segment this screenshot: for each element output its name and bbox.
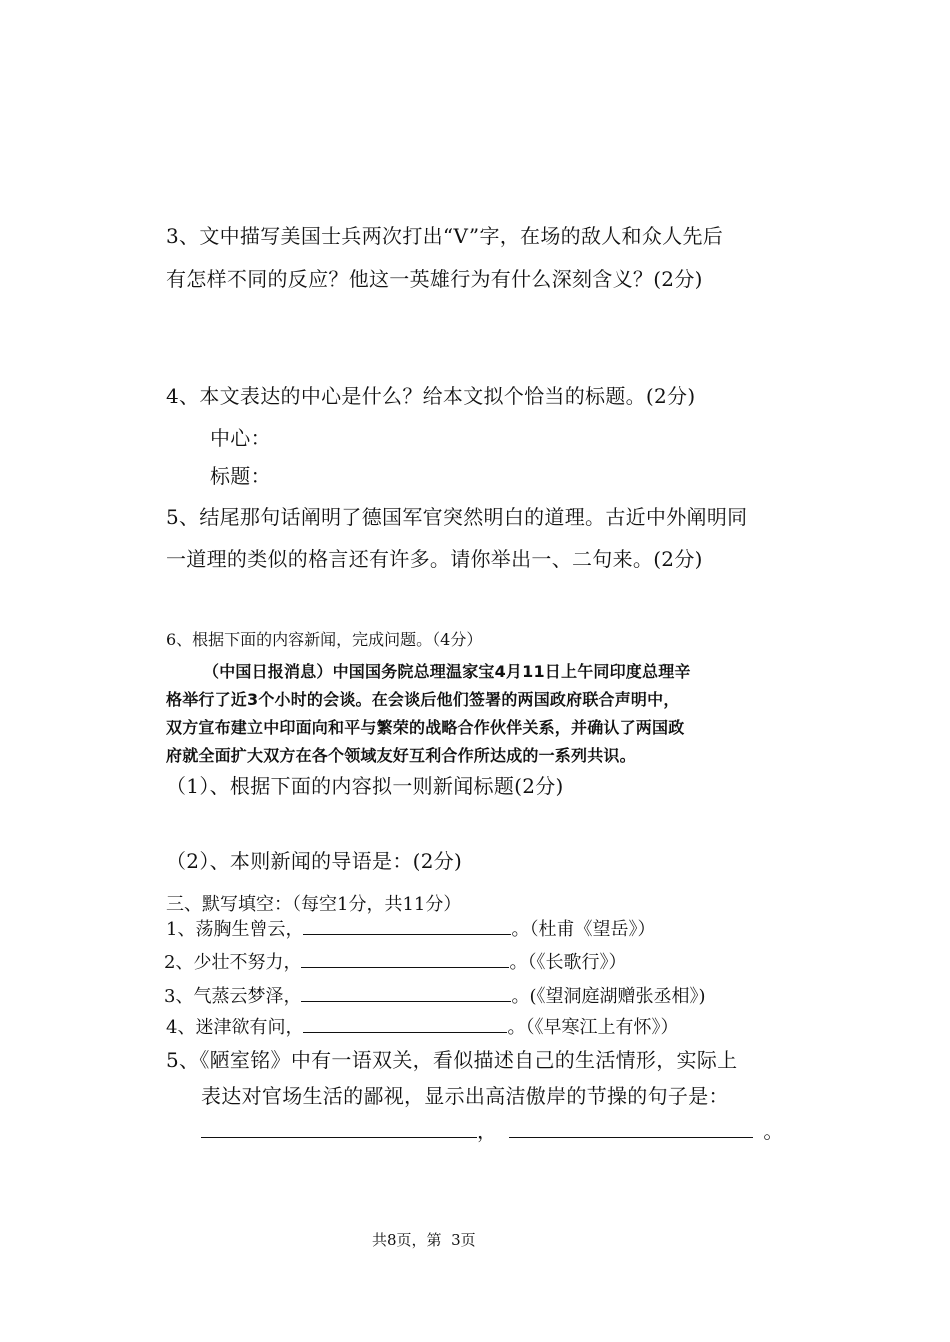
question-6-heading: 6、根据下面的内容新闻，完成问题。（4分）	[166, 630, 483, 649]
fill-item-5-separator: ，	[477, 1119, 498, 1143]
question-4-center-label: 中心：	[210, 426, 271, 450]
question-5-line-2: 一道理的类似的格言还有许多。请你举出一、二句来。(2分)	[166, 547, 703, 571]
news-text-line-2: 格举行了近3个小时的会谈。在会谈后他们签署的两国政府联合声明中，	[166, 690, 680, 709]
fill-item-5-line-1: 5、《陋室铭》中有一语双关，看似描述自己的生活情形，实际上	[166, 1048, 738, 1072]
fill-item-3-prefix: 3、气蒸云梦泽，	[164, 986, 302, 1007]
fill-item-4-prefix: 4、迷津欲有问，	[166, 1017, 304, 1038]
fill-item-5-answer	[201, 1121, 784, 1141]
question-3-line-1: 3、文中描写美国士兵两次打出“V”字，在场的敌人和众人先后	[166, 224, 724, 248]
question-5-line-1: 5、结尾那句话阐明了德国军官突然明白的道理。古近中外阐明同	[166, 505, 748, 529]
question-3-line-2: 有怎样不同的反应？他这一英雄行为有什么深刻含义？(2分)	[166, 267, 703, 291]
fill-item-4-suffix: 。（《早寒江上有怀》）	[507, 1017, 679, 1038]
fill-item-3-blank[interactable]	[301, 987, 511, 1002]
fill-item-1-blank[interactable]	[303, 920, 511, 935]
fill-item-4-blank[interactable]	[303, 1018, 507, 1033]
fill-item-3	[164, 987, 706, 1006]
fill-item-5-line-2: 表达对官场生活的鄙视，显示出高洁傲岸的节操的句子是：	[201, 1084, 729, 1108]
question-6-sub-1: （1）、根据下面的内容拟一则新闻标题(2分)	[166, 774, 564, 798]
news-text-line-4: 府就全面扩大双方在各个领域友好互利合作所达成的一系列共识。	[166, 746, 636, 765]
page-footer: 共8页，第 3页	[372, 1231, 476, 1249]
news-text-line-3: 双方宣布建立中印面向和平与繁荣的战略合作伙伴关系，并确认了两国政	[166, 718, 685, 737]
question-4-title-label: 标题：	[210, 464, 271, 488]
section-3-heading: 三、默写填空：（每空1分，共11分）	[166, 894, 462, 915]
fill-item-5-end: 。	[763, 1119, 784, 1143]
question-4-line-1: 4、本文表达的中心是什么？给本文拟个恰当的标题。(2分)	[166, 384, 696, 408]
fill-item-1-suffix: 。（杜甫《望岳》）	[511, 919, 656, 940]
fill-item-1	[166, 920, 655, 939]
fill-item-4	[166, 1018, 678, 1037]
fill-item-2-suffix: 。（《长歌行》）	[509, 952, 627, 973]
fill-item-1-prefix: 1、荡胸生曾云，	[166, 919, 304, 940]
fill-item-5-blank-1[interactable]	[201, 1123, 477, 1138]
news-text-line-1: （中国日报消息）中国国务院总理温家宝4月11日上午同印度总理辛	[203, 662, 691, 681]
fill-item-5-blank-2[interactable]	[509, 1123, 753, 1138]
question-6-sub-2: （2）、本则新闻的导语是：(2分)	[166, 849, 463, 873]
fill-item-2-prefix: 2、少壮不努力，	[164, 952, 302, 973]
fill-item-2	[164, 953, 626, 972]
fill-item-3-suffix: 。(《望洞庭湖赠张丞相》)	[511, 986, 706, 1007]
fill-item-2-blank[interactable]	[301, 953, 509, 968]
